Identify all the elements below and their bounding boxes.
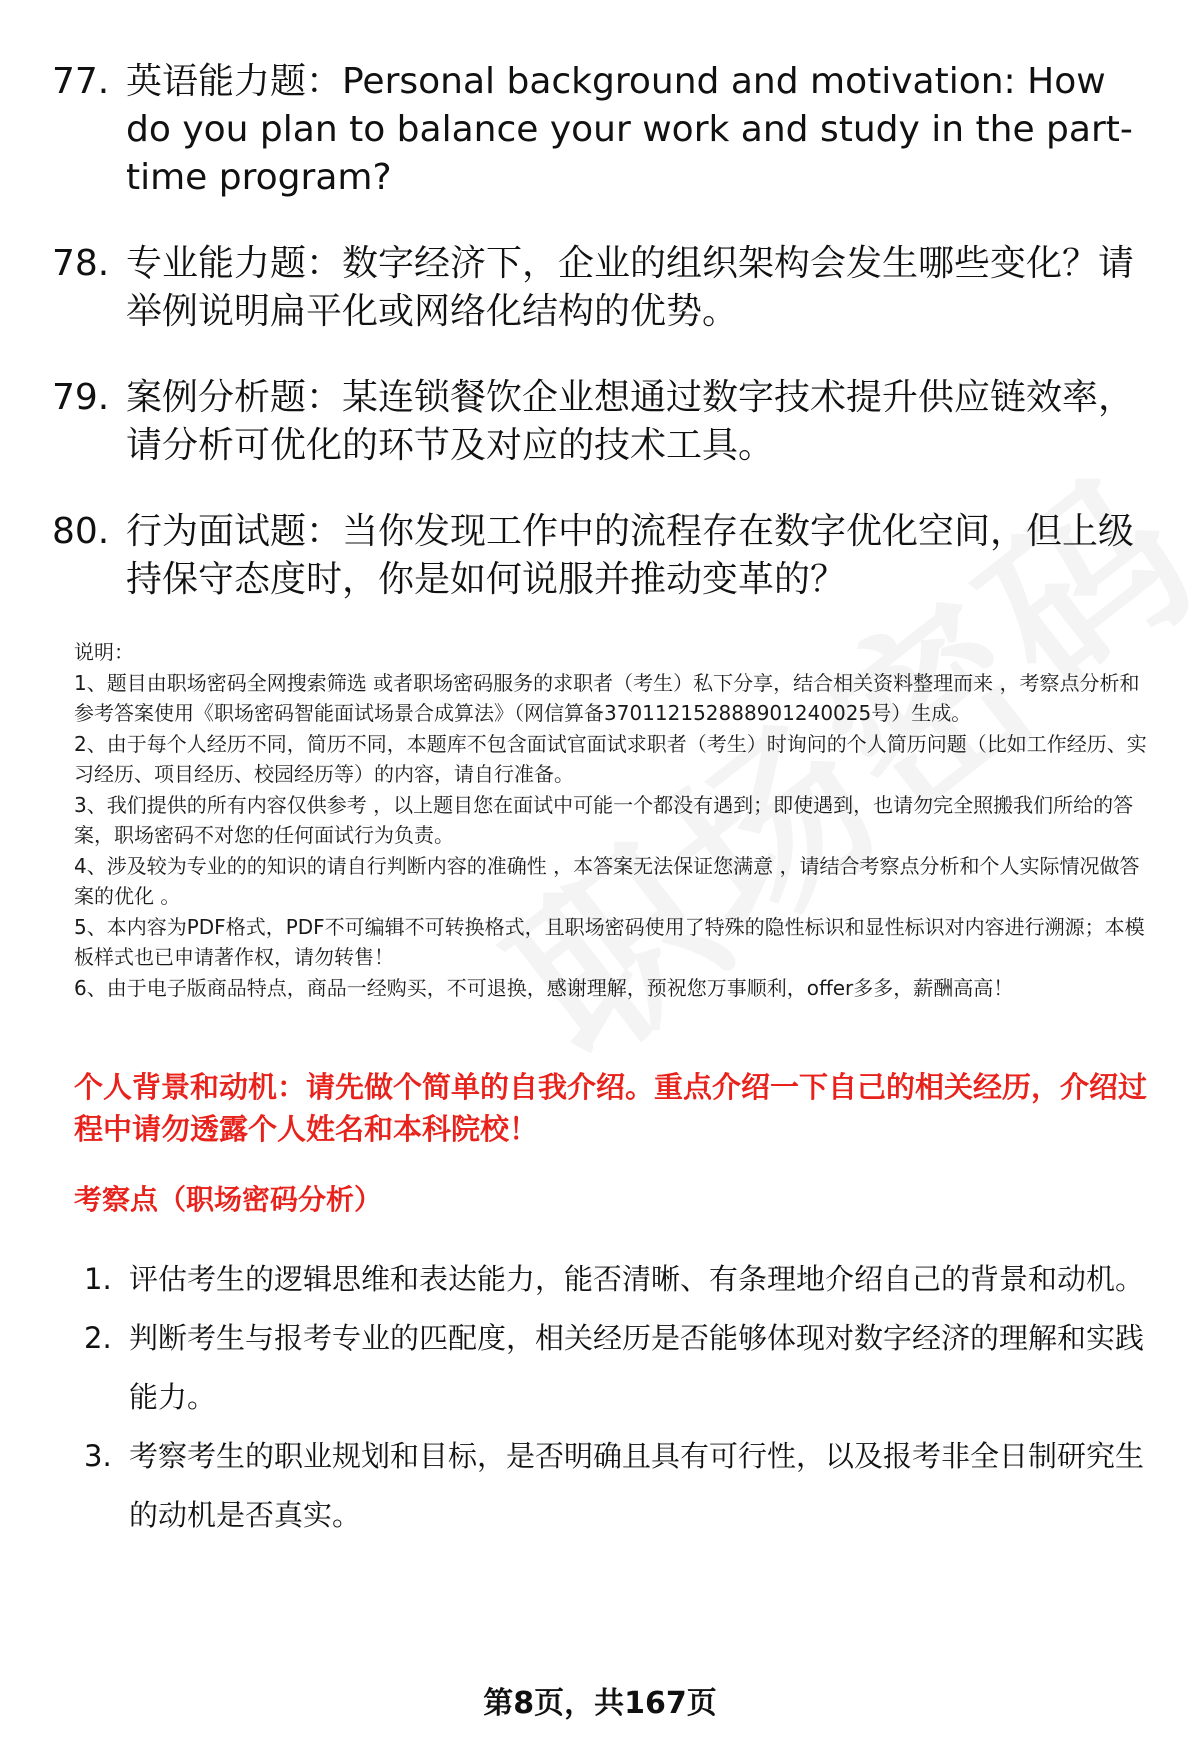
point-text: 评估考生的逻辑思维和表达能力，能否清晰、有条理地介绍自己的背景和动机。 <box>129 1262 1145 1296</box>
assessment-point <box>84 1427 1144 1545</box>
point-number: 2. <box>84 1321 112 1355</box>
point-text: 考察考生的职业规划和目标，是否明确且具有可行性，以及报考非全日制研究生的动机是否真实。 <box>129 1439 1145 1532</box>
question-number: 78. <box>52 243 110 284</box>
notes-title: 说明： <box>74 640 134 664</box>
note-item: 2、由于每个人经历不同，简历不同，本题库不包含面试官面试求职者（考生）时询问的个人简历问题（比如工作经历、实习经历、项目经历、校园经历等）的内容，请自行准备。 <box>74 731 1147 786</box>
point-text: 判断考生与报考专业的匹配度，相关经历是否能够体现对数字经济的理解和实践能力。 <box>129 1321 1145 1414</box>
question-item <box>52 508 1152 604</box>
section-subheading: 考察点（职场密码分析） <box>74 1183 383 1216</box>
notes-block <box>74 637 1154 1003</box>
question-item <box>52 240 1152 336</box>
section-heading: 个人背景和动机：请先做个简单的自我介绍。重点介绍一下自己的相关经历，介绍过程中请勿透露个人姓名和本科院校！ <box>74 1070 1148 1146</box>
note-item: 1、题目由职场密码全网搜索筛选 或者职场密码服务的求职者（考生）私下分享，结合相关资料整理而来 ，考察点分析和参考答案使用《职场密码智能面试场景合成算法》（网信算备370112152888901240025号）生成。 <box>74 670 1140 725</box>
question-text: 专业能力题：数字经济下，企业的组织架构会发生哪些变化？请举例说明扁平化或网络化结构的优势。 <box>126 243 1135 332</box>
question-text: 案例分析题：某连锁餐饮企业想通过数字技术提升供应链效率，请分析可优化的环节及对应的技术工具。 <box>126 377 1135 466</box>
note-item: 4、涉及较为专业的的知识的请自行判断内容的准确性 ，本答案无法保证您满意 ，请结合考察点分析和个人实际情况做答案的优化 。 <box>74 853 1140 908</box>
question-text: 行为面试题：当你发现工作中的流程存在数字优化空间，但上级持保守态度时，你是如何说服并推动变革的？ <box>126 511 1135 600</box>
point-number: 1. <box>84 1262 112 1296</box>
page-footer: 第8页，共167页 <box>483 1686 717 1721</box>
question-number: 77. <box>52 61 110 102</box>
note-item: 3、我们提供的所有内容仅供参考 ，以上题目您在面试中可能一个都没有遇到；即使遇到，也请勿完全照搬我们所给的答案，职场密码不对您的任何面试行为负责。 <box>74 792 1134 847</box>
question-item <box>52 374 1152 470</box>
assessment-point <box>84 1250 1144 1309</box>
note-item: 5、本内容为PDF格式，PDF不可编辑不可转换格式，且职场密码使用了特殊的隐性标识和显性标识对内容进行溯源；本模板样式也已申请著作权，请勿转售！ <box>74 914 1145 969</box>
question-text: 英语能力题：Personal background and motivation: How do you plan to balance your work and study in the part-time program? <box>126 61 1133 198</box>
question-item <box>52 58 1152 202</box>
assessment-point <box>84 1309 1144 1427</box>
question-number: 79. <box>52 377 110 418</box>
note-item: 6、由于电子版商品特点，商品一经购买，不可退换，感谢理解，预祝您万事顺利，offer多多，薪酬高高！ <box>74 975 1014 1000</box>
assessment-points <box>84 1250 1144 1545</box>
point-number: 3. <box>84 1439 112 1473</box>
question-number: 80. <box>52 511 110 552</box>
question-list <box>52 58 1152 642</box>
